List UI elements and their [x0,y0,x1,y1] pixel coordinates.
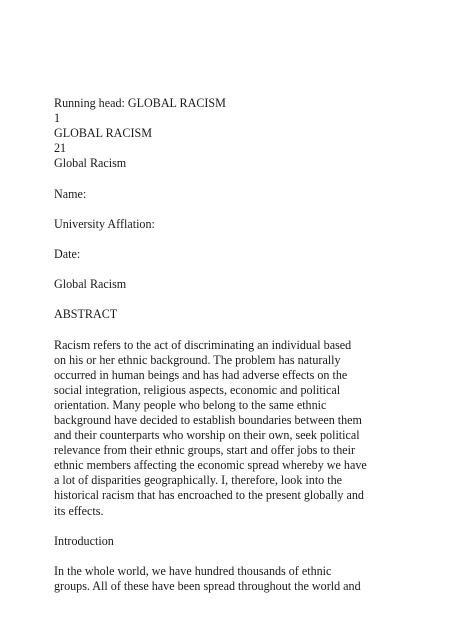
document-body [54,96,404,594]
spacer [54,322,404,337]
abstract-line: historical racism that has encroached to the present globally and [54,488,364,503]
page-number-secondary: 21 [54,141,67,156]
abstract-paragraph [54,338,404,519]
introduction-line: groups. All of these have been spread throughout the world and [54,579,361,593]
abstract-line: its effects. [54,503,104,518]
abstract-line: orientation. Many people who belong to the same ethnic [54,397,327,412]
abstract-line: on his or her ethnic background. The problem has naturally [54,352,341,367]
short-title: GLOBAL RACISM [54,126,152,141]
spacer [54,549,404,564]
spacer [54,519,404,534]
spacer [54,292,404,307]
abstract-line: social integration, religious aspects, economic and political [54,382,341,397]
abstract-line: relevance from their ethnic groups, start and offer jobs to their [54,443,356,458]
spacer [54,171,404,186]
running-head: Running head: GLOBAL RACISM [54,96,226,110]
abstract-line: occurred in human beings and has had adverse effects on the [54,367,348,382]
date-label: Date: [54,246,81,261]
abstract-line: ethnic members affecting the economic spread whereby we have [54,458,367,473]
spacer [54,232,404,247]
spacer [54,202,404,217]
spacer [54,262,404,277]
introduction-paragraph [54,564,404,594]
abstract-line: and their counterparts who worship on their own, seek political [54,428,360,443]
body-title: Global Racism [54,277,127,292]
university-label: University Afflation: [54,216,155,231]
introduction-heading: Introduction [54,533,114,548]
document-title: Global Racism [54,156,127,171]
abstract-line: background have decided to establish boundaries between them [54,412,362,427]
abstract-heading: ABSTRACT [54,307,118,322]
abstract-line: Racism refers to the act of discriminating an individual based [54,337,352,352]
page-number: 1 [54,111,61,126]
introduction-line: In the whole world, we have hundred thousands of ethnic [54,563,332,578]
abstract-line: a lot of disparities geographically. I, therefore, look into the [54,473,343,488]
name-label: Name: [54,186,87,201]
